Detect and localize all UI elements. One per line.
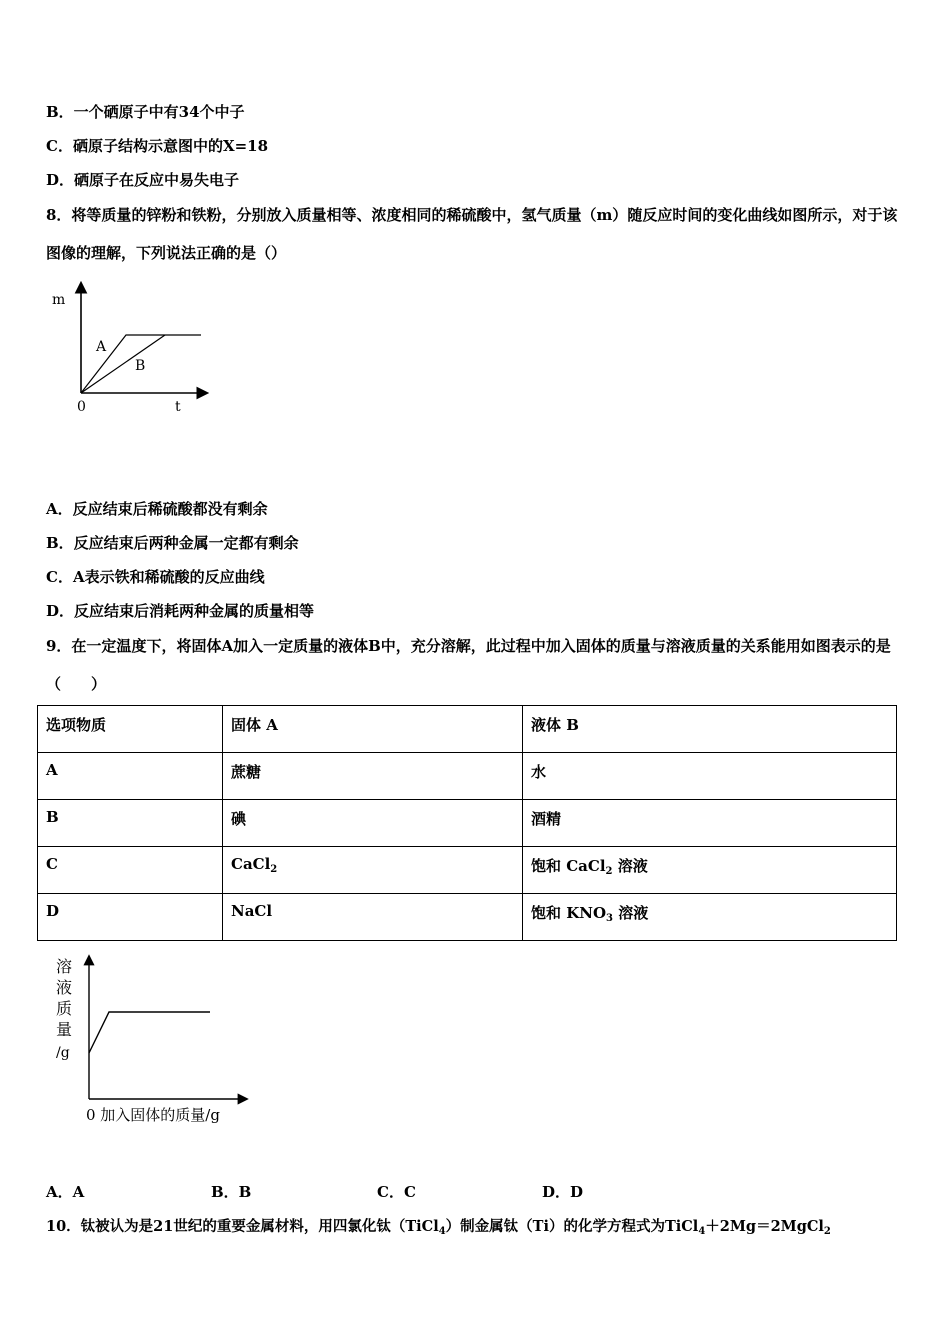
q7-option-b: B．一个硒原子中有34个中子: [46, 103, 245, 121]
q7-option-d: D．硒原子在反应中易失电子: [46, 171, 240, 189]
q9-option-d: D．D: [542, 1183, 584, 1201]
q8-label-b: B: [135, 358, 146, 374]
q8-option-a: A．反应结束后稀硫酸都没有剩余: [46, 500, 268, 518]
q9-y-label-4: 量: [56, 1020, 73, 1039]
q7-option-c: C．硒原子结构示意图中的X=18: [46, 137, 269, 155]
q9-table: [37, 705, 897, 941]
q8-option-c: C．A表示铁和稀硫酸的反应曲线: [46, 568, 265, 586]
q9-x-label: 0 加入固体的质量/g: [86, 1106, 220, 1124]
q9-y-label-5: /g: [56, 1045, 70, 1061]
row-option: C: [46, 855, 58, 873]
q8-origin: 0: [77, 399, 86, 415]
table-row: [38, 800, 897, 847]
q9-option-c: C．C: [377, 1183, 416, 1201]
q8-y-label: m: [52, 292, 66, 308]
q9-option-b: B．B: [211, 1183, 252, 1201]
header-liquid: 液体 B: [531, 716, 579, 734]
q9-option-a: A．A: [46, 1183, 85, 1201]
row-liquid: 水: [531, 763, 547, 781]
row-solid: 碘: [231, 810, 247, 828]
q9-curve: [89, 1012, 210, 1053]
q9-stem: 9．在一定温度下，将固体A加入一定质量的液体B中，充分溶解，此过程中加入固体的质量与溶液质量的关系能用如图表示的是（ ）: [46, 637, 891, 693]
row-option: B: [46, 808, 59, 826]
q9-y-label-2: 液: [56, 978, 73, 997]
row-solid: NaCl: [231, 902, 273, 920]
q9-y-label-1: 溶: [56, 957, 73, 976]
row-option: A: [46, 761, 58, 779]
row-option: D: [46, 902, 60, 920]
table-row: [38, 847, 897, 894]
q8-curve-b: [81, 335, 165, 393]
row-liquid: 饱和 $KNO_3$ 溶液: [531, 904, 649, 924]
q8-graph: [40, 280, 230, 420]
q10-stem: 10．钛被认为是21世纪的重要金属材料，用四氯化钛（TiCl$_4$）制金属钛（Ti）的化学方程式为TiCl$_4$＋2Mg＝2MgCl$_2$: [46, 1218, 831, 1237]
q9-y-label-3: 质: [56, 999, 73, 1018]
table-header-row: [38, 706, 897, 753]
q8-label-a: A: [96, 339, 107, 355]
q8-x-label: t: [175, 399, 181, 415]
row-liquid: 饱和 CaCl$_2$ 溶液: [531, 857, 648, 877]
q9-graph: [50, 952, 270, 1132]
q8-stem: 8．将等质量的锌粉和铁粉，分别放入质量相等、浓度相同的稀硫酸中，氢气质量（m）随反应时间的变化曲线如图所示，对于该图像的理解，下列说法正确的是（）: [46, 206, 898, 262]
header-solid: 固体 A: [231, 716, 278, 734]
table-row: [38, 894, 897, 941]
row-liquid: 酒精: [531, 810, 562, 828]
header-option: 选项物质: [46, 716, 107, 734]
q8-option-d: D．反应结束后消耗两种金属的质量相等: [46, 602, 315, 620]
row-solid: 蔗糖: [231, 763, 262, 781]
q8-option-b: B．反应结束后两种金属一定都有剩余: [46, 534, 299, 552]
row-solid: CaCl$_2$: [231, 855, 278, 875]
table-row: [38, 753, 897, 800]
